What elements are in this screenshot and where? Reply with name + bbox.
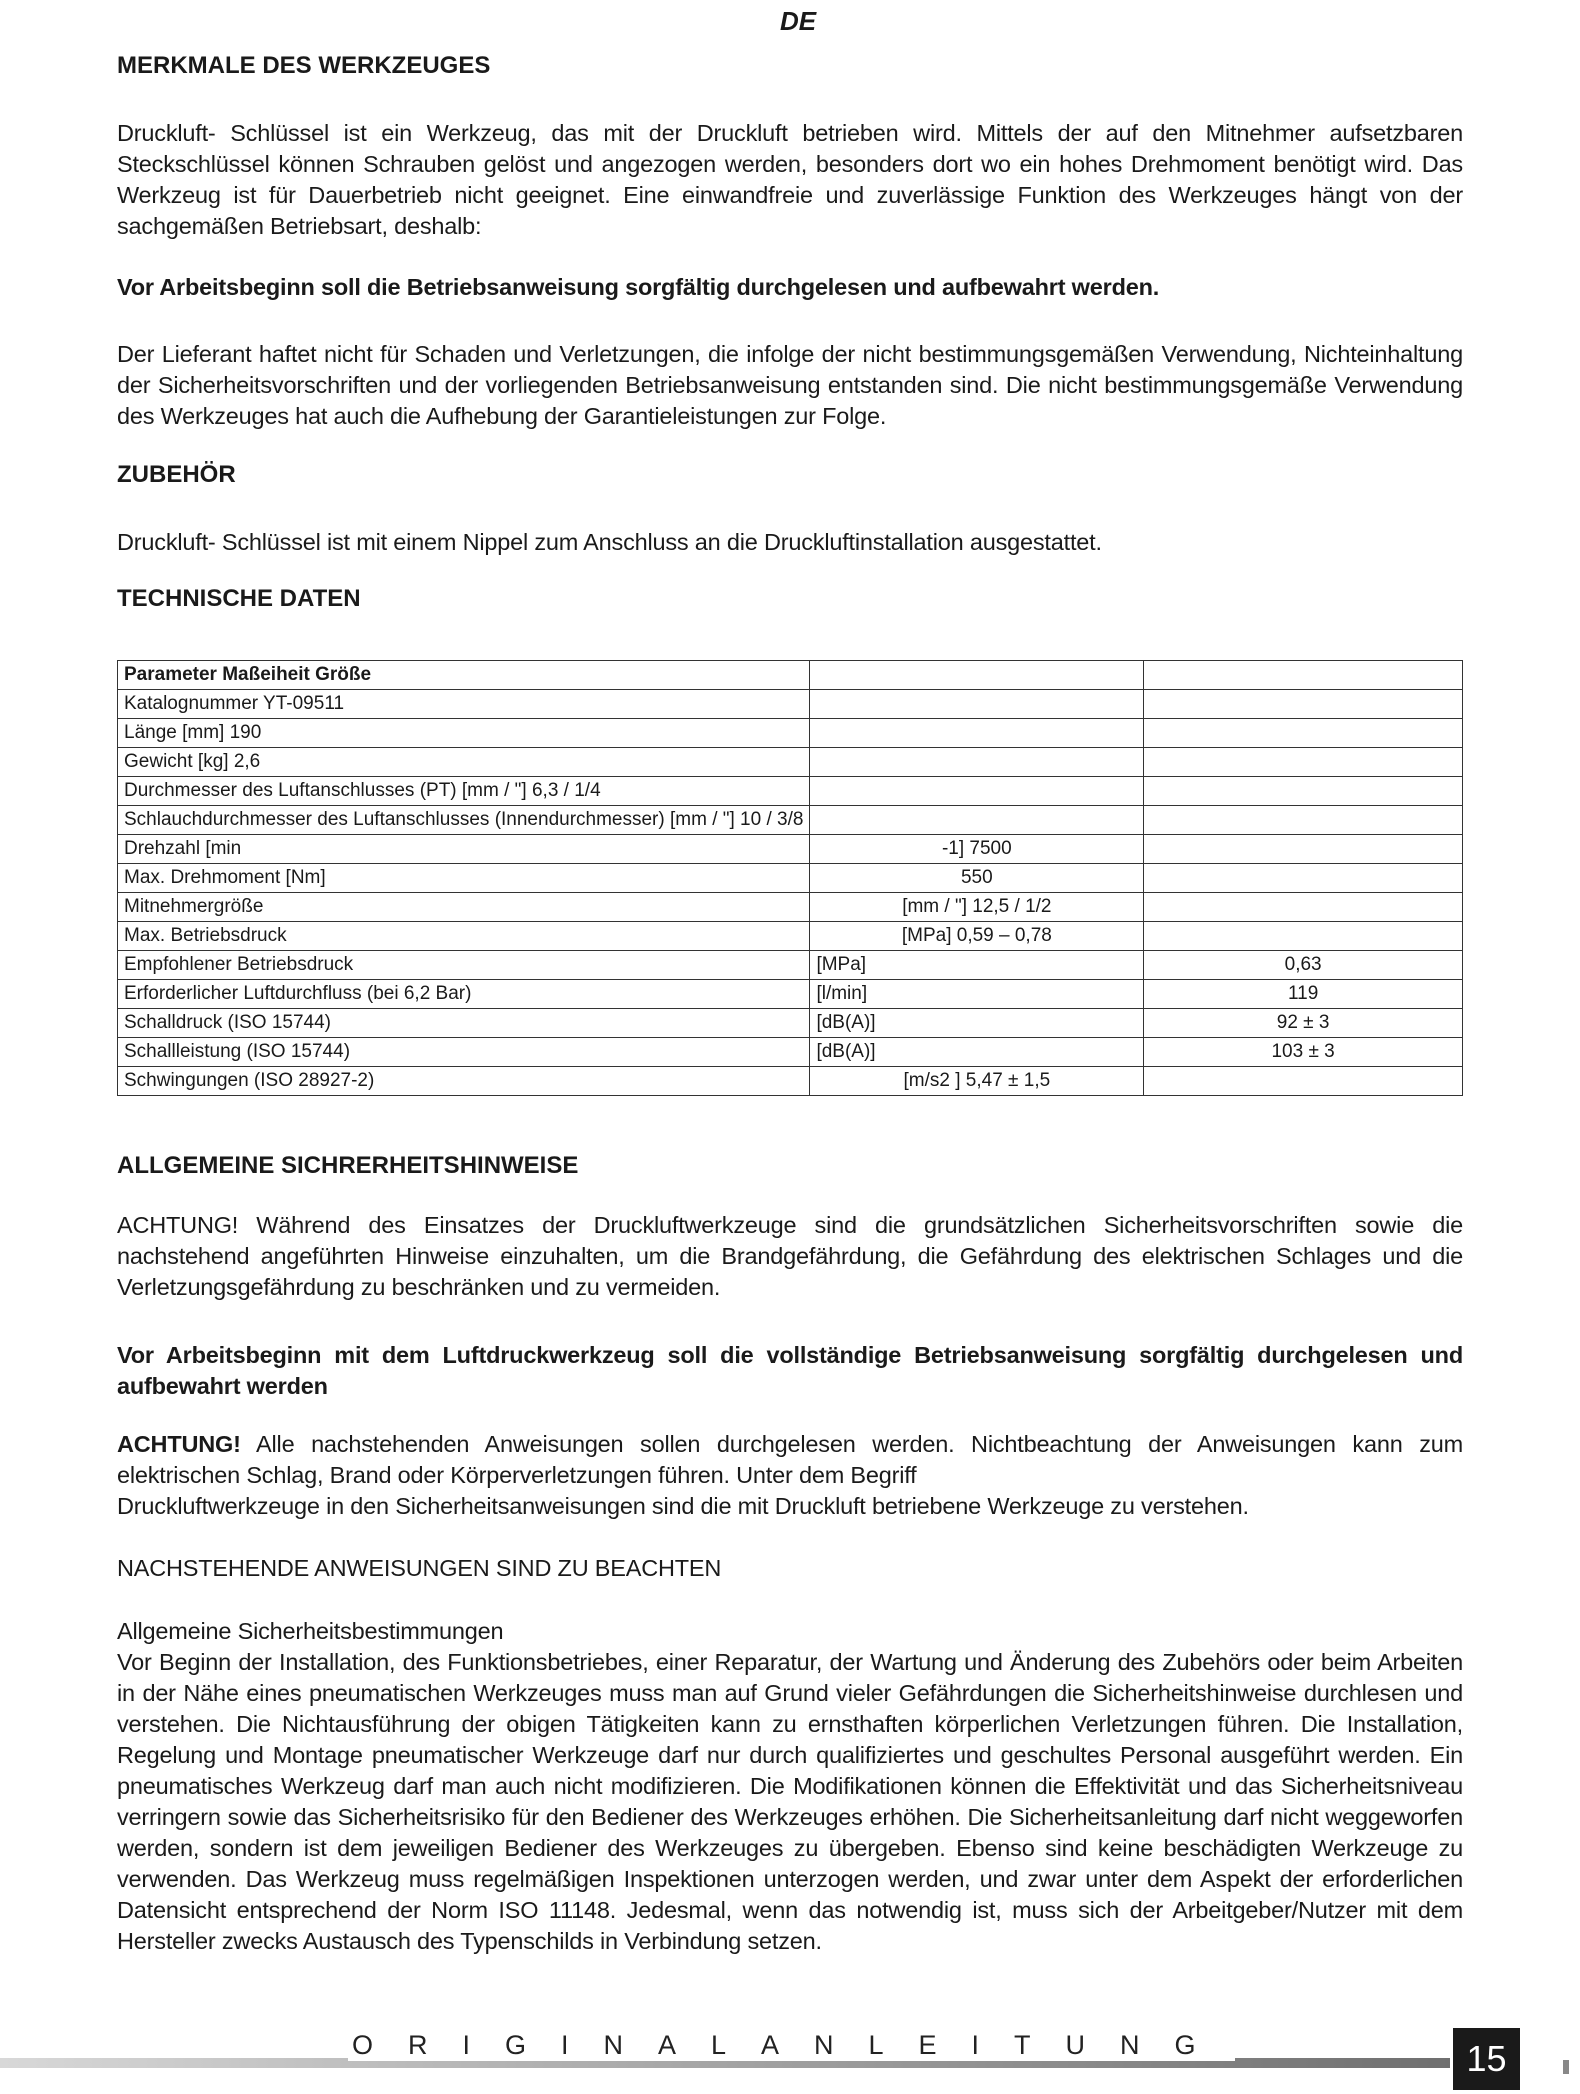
- table-cell: -1] 7500: [810, 835, 1144, 864]
- table-cell: 0,63: [1144, 951, 1463, 980]
- table-cell: 92 ± 3: [1144, 1009, 1463, 1038]
- table-cell: 550: [810, 864, 1144, 893]
- merkmale-bold-note: Vor Arbeitsbeginn soll die Betriebsanweisung sorgfältig durchgelesen und aufbewahrt werden.: [117, 274, 1160, 300]
- table-row: [118, 1038, 1463, 1067]
- table-cell: [mm / "] 12,5 / 1/2: [810, 893, 1144, 922]
- achtung-paragraph: ACHTUNG! Während des Einsatzes der Druckluftwerkzeuge sind die grundsätzlichen Sicherheitsvorschriften sowie die nachstehend angeführten Hinweise einzuhalten, um die Brandgefährdung, die Gefährdung des elektrischen Schlages und die Verletzungsgefährdung zu beschränken und zu vermeiden.: [117, 1212, 1463, 1300]
- table-row: [118, 719, 1463, 748]
- table-cell: [810, 777, 1144, 806]
- table-cell: [810, 748, 1144, 777]
- table-row: [118, 835, 1463, 864]
- edge-mark: [1563, 2060, 1569, 2074]
- table-cell: Schwingungen (ISO 28927-2): [118, 1067, 810, 1096]
- table-cell: [MPa]: [810, 951, 1144, 980]
- table-row: [118, 864, 1463, 893]
- caps-heading: NACHSTEHENDE ANWEISUNGEN SIND ZU BEACHTEN: [117, 1555, 722, 1581]
- table-cell: [1144, 690, 1463, 719]
- table-cell: Drehzahl [min: [118, 835, 810, 864]
- page-number: 15: [1453, 2028, 1520, 2090]
- table-cell: [dB(A)]: [810, 1009, 1144, 1038]
- allgemeine-bold-note: Vor Arbeitsbeginn mit dem Luftdruckwerkzeug soll die vollständige Betriebsanweisung sorgfältig durchgelesen und aufbewahrt werden: [117, 1342, 1463, 1399]
- table-row: [118, 690, 1463, 719]
- heading-merkmale: MERKMALE DES WERKZEUGES: [117, 52, 491, 79]
- language-code: DE: [780, 6, 817, 36]
- table-cell: [1144, 922, 1463, 951]
- table-cell: [1144, 748, 1463, 777]
- table-cell: [1144, 835, 1463, 864]
- table-cell: Schlauchdurchmesser des Luftanschlusses (Innendurchmesser) [mm / "] 10 / 3/8: [118, 806, 810, 835]
- warning-paragraph: [117, 1429, 1463, 1491]
- table-cell: Gewicht [kg] 2,6: [118, 748, 810, 777]
- table-header-row: [118, 661, 1463, 690]
- technical-data-table: [117, 660, 1463, 1096]
- table-cell: Max. Betriebsdruck: [118, 922, 810, 951]
- table-cell: [1144, 806, 1463, 835]
- safety-paragraph: Vor Beginn der Installation, des Funktionsbetriebes, einer Reparatur, der Wartung und Änderung des Zubehörs oder beim Arbeiten in der Nähe eines pneumatischen Werkzeuges muss man auf Grund vieler Gefährdungen die Sicherheitshinweise durchlesen und verstehen. Die Nichtausführung der obigen Tätigkeiten kann zu ernsthaften körperlichen Verletzungen führen. Die Installation, Regelung und Montage pneumatischer Werkzeuge darf nur durch qualifiziertes und geschultes Personal ausgeführt werden. Ein pneumatisches Werkzeug darf man auch nicht modifizieren. Die Modifikationen können die Effektivität und das Sicherheitsniveau verringern sowie das Sicherheitsrisiko für den Bediener des Werkzeuges erhöhen. Die Sicherheitsanleitung darf nicht weggeworfen werden, sondern ist dem jeweiligen Bediener des Werkzeuges zu übergeben. Ebenso sind keine beschädigten Werkzeuge zu verwenden. Das Werkzeug muss regelmäßigen Inspektionen unterzogen werden, und zwar unter dem Aspekt der erforderlichen Datensicht entsprechend der Norm ISO 11148. Jedesmal, wenn das notwendig ist, muss sich der Arbeitgeber/Nutzer mit dem Hersteller zwecks Austausch des Typenschilds in Verbindung setzen.: [117, 1649, 1463, 1954]
- heading-technische-daten: TECHNISCHE DATEN: [117, 585, 361, 612]
- table-cell: Mitnehmergröße: [118, 893, 810, 922]
- table-cell: Durchmesser des Luftanschlusses (PT) [mm / "] 6,3 / 1/4: [118, 777, 810, 806]
- subheading: Allgemeine Sicherheitsbestimmungen: [117, 1618, 504, 1644]
- table-row: [118, 748, 1463, 777]
- footer-title: ORIGINALANLEITUNG: [348, 2030, 1235, 2061]
- table-cell: [810, 690, 1144, 719]
- table-cell: [810, 806, 1144, 835]
- warning-label: ACHTUNG!: [117, 1431, 241, 1457]
- heading-allgemeine: ALLGEMEINE SICHRERHEITSHINWEISE: [117, 1152, 579, 1179]
- merkmale-paragraph: Druckluft- Schlüssel ist ein Werkzeug, das mit der Druckluft betrieben wird. Mittels der auf den Mitnehmer aufsetzbaren Steckschlüssel können Schrauben gelöst und angezogen werden, besonders dort wo ein hohes Drehmoment benötigt wird. Das Werkzeug ist für Dauerbetrieb nicht geeignet. Eine einwandfreie und zuverlässige Funktion des Werkzeuges hängt von der sachgemäßen Betriebsart, deshalb:: [117, 120, 1463, 239]
- heading-zubehoer: ZUBEHÖR: [117, 461, 236, 488]
- table-row: [118, 777, 1463, 806]
- table-row: [118, 1067, 1463, 1096]
- table-cell: [m/s2 ] 5,47 ± 1,5: [810, 1067, 1144, 1096]
- table-cell: [1144, 1067, 1463, 1096]
- table-cell: Schalldruck (ISO 15744): [118, 1009, 810, 1038]
- liability-paragraph: Der Lieferant haftet nicht für Schaden und Verletzungen, die infolge der nicht bestimmungsgemäßen Verwendung, Nichteinhaltung der Sicherheitsvorschriften und der vorliegenden Betriebsanweisung entstanden sind. Die nicht bestimmungsgemäße Verwendung des Werkzeuges hat auch die Aufhebung der Garantieleistungen zur Folge.: [117, 341, 1463, 429]
- table-cell: [1144, 719, 1463, 748]
- table-cell: Empfohlener Betriebsdruck: [118, 951, 810, 980]
- table-row: [118, 806, 1463, 835]
- table-cell: Länge [mm] 190: [118, 719, 810, 748]
- table-cell: [1144, 893, 1463, 922]
- zubehoer-paragraph: Druckluft- Schlüssel ist mit einem Nippel zum Anschluss an die Druckluftinstallation ausgestattet.: [117, 529, 1102, 555]
- warning-text: Alle nachstehenden Anweisungen sollen durchgelesen werden. Nichtbeachtung der Anweisungen kann zum elektrischen Schlag, Brand oder Körperverletzungen führen. Unter dem Begriff: [117, 1431, 1463, 1488]
- table-cell: Max. Drehmoment [Nm]: [118, 864, 810, 893]
- table-cell: [dB(A)]: [810, 1038, 1144, 1067]
- table-cell: 119: [1144, 980, 1463, 1009]
- table-row: [118, 922, 1463, 951]
- table-cell: Schallleistung (ISO 15744): [118, 1038, 810, 1067]
- table-cell: 103 ± 3: [1144, 1038, 1463, 1067]
- table-cell: Erforderlicher Luftdurchfluss (bei 6,2 Bar): [118, 980, 810, 1009]
- table-row: [118, 893, 1463, 922]
- table-cell: [1144, 864, 1463, 893]
- table-row: [118, 980, 1463, 1009]
- table-cell: [810, 719, 1144, 748]
- warning-paragraph-line2: Druckluftwerkzeuge in den Sicherheitsanweisungen sind die mit Druckluft betriebene Werkzeuge zu verstehen.: [117, 1493, 1249, 1519]
- table-cell: [l/min]: [810, 980, 1144, 1009]
- table-row: [118, 951, 1463, 980]
- table-cell: [1144, 777, 1463, 806]
- table-header-cell: Parameter Maßeiheit Größe: [118, 661, 810, 690]
- table-row: [118, 1009, 1463, 1038]
- table-cell: Katalognummer YT-09511: [118, 690, 810, 719]
- table-cell: [MPa] 0,59 – 0,78: [810, 922, 1144, 951]
